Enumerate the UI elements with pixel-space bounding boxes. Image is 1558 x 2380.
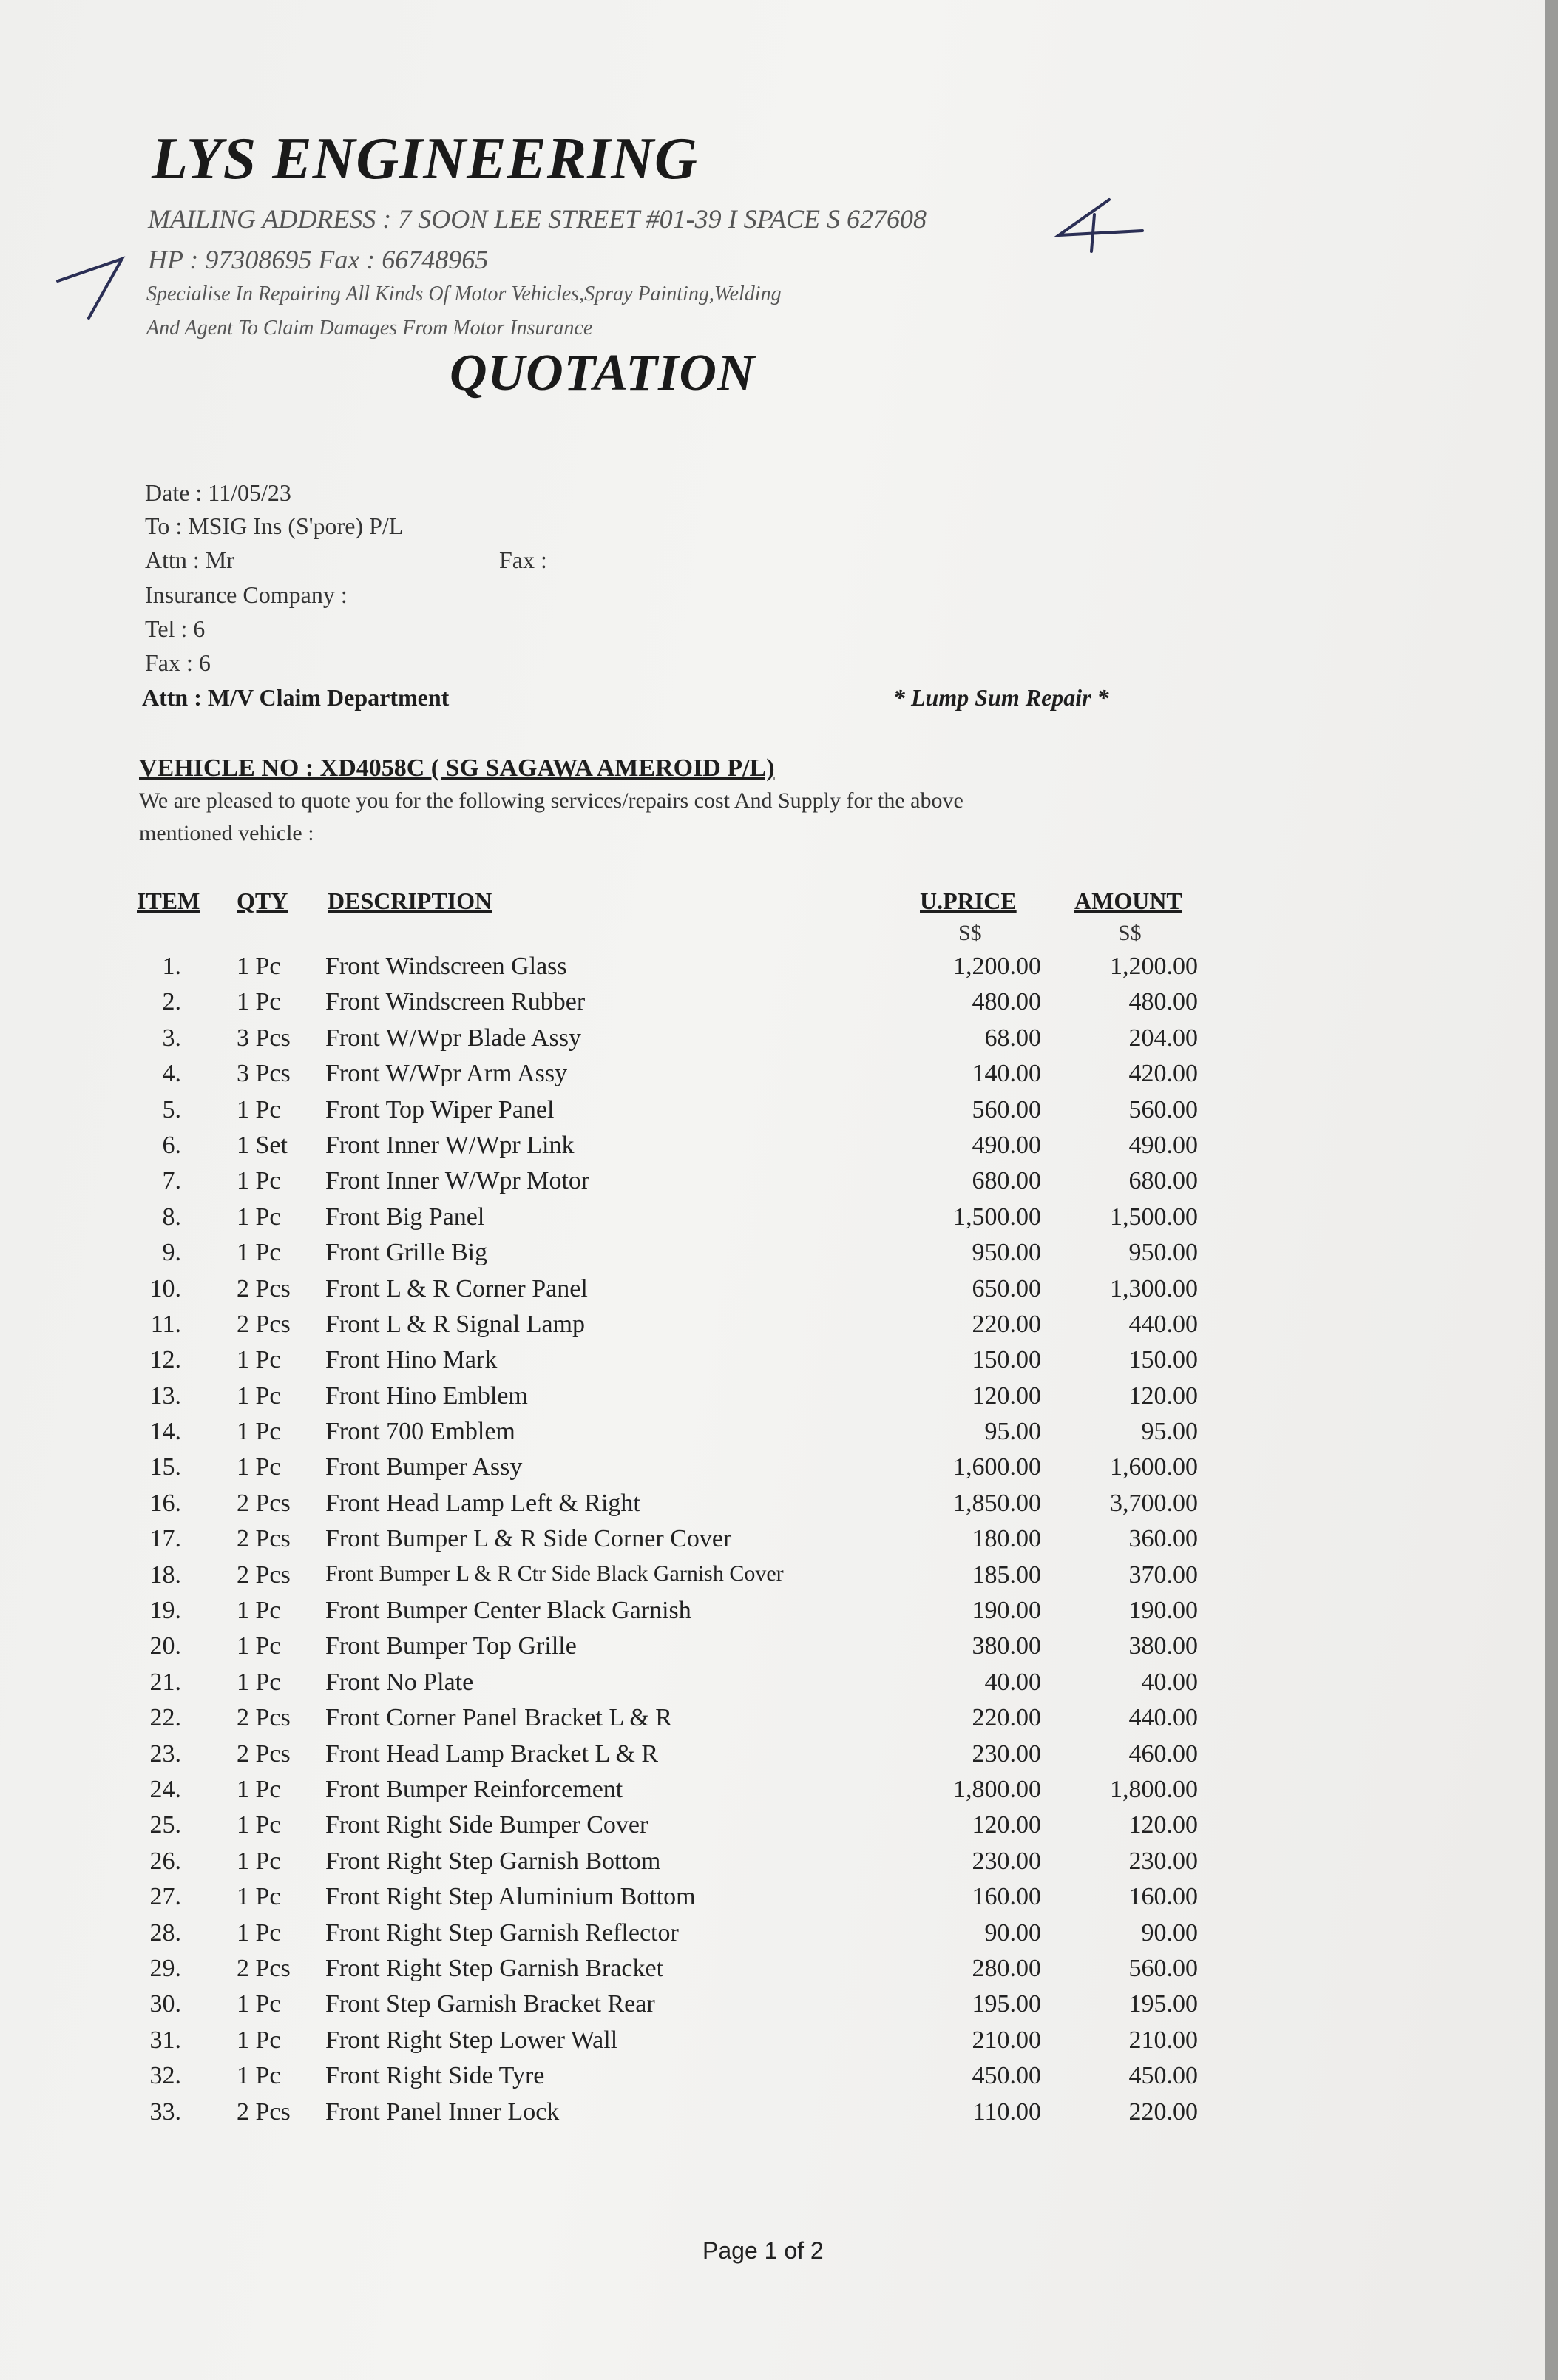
item-qty: 2 Pcs xyxy=(237,1489,291,1517)
intro-text-2: mentioned vehicle : xyxy=(139,821,314,845)
item-amount: 440.00 xyxy=(1128,1704,1198,1732)
item-number: 20. xyxy=(149,1632,181,1660)
line-items xyxy=(0,953,1331,2134)
table-row xyxy=(0,1490,1331,1525)
item-qty: 1 Pc xyxy=(237,1918,281,1947)
item-unit-price: 195.00 xyxy=(972,1990,1041,2018)
company-name: LYS ENGINEERING xyxy=(152,126,698,192)
item-description: Front W/Wpr Blade Assy xyxy=(325,1024,581,1052)
item-description: Front Step Garnish Bracket Rear xyxy=(325,1990,655,2018)
item-description: Front Right Step Garnish Bracket xyxy=(325,1954,664,1982)
item-amount: 40.00 xyxy=(1141,1668,1198,1696)
item-qty: 2 Pcs xyxy=(237,1704,291,1732)
column-header-description: DESCRIPTION xyxy=(328,888,492,914)
table-row xyxy=(0,1955,1331,1990)
item-description: Front W/Wpr Arm Assy xyxy=(325,1060,568,1088)
to-line: To : MSIG Ins (S'pore) P/L xyxy=(145,513,404,539)
item-amount: 420.00 xyxy=(1128,1060,1198,1088)
item-unit-price: 1,850.00 xyxy=(953,1489,1041,1517)
item-unit-price: 160.00 xyxy=(972,1883,1041,1911)
item-amount: 150.00 xyxy=(1128,1346,1198,1374)
item-qty: 1 Pc xyxy=(237,1239,281,1267)
table-row xyxy=(0,1453,1331,1489)
item-amount: 95.00 xyxy=(1141,1418,1198,1446)
item-unit-price: 210.00 xyxy=(972,2026,1041,2054)
item-description: Front Bumper Assy xyxy=(325,1453,523,1481)
item-unit-price: 490.00 xyxy=(972,1131,1041,1159)
item-unit-price: 1,600.00 xyxy=(953,1453,1041,1481)
item-number: 18. xyxy=(149,1561,181,1589)
item-unit-price: 140.00 xyxy=(972,1060,1041,1088)
item-number: 4. xyxy=(162,1060,181,1088)
item-number: 30. xyxy=(149,1990,181,2018)
table-row xyxy=(0,2098,1331,2134)
item-amount: 560.00 xyxy=(1128,1954,1198,1982)
item-amount: 680.00 xyxy=(1128,1167,1198,1195)
item-number: 3. xyxy=(162,1024,181,1052)
item-amount: 560.00 xyxy=(1128,1095,1198,1123)
table-row xyxy=(0,1811,1331,1847)
item-description: Front Bumper Top Grille xyxy=(325,1632,577,1660)
item-number: 22. xyxy=(149,1704,181,1732)
item-description: Front Right Step Lower Wall xyxy=(325,2026,618,2054)
item-number: 7. xyxy=(162,1167,181,1195)
item-amount: 90.00 xyxy=(1141,1918,1198,1947)
vehicle-number: VEHICLE NO : XD4058C ( SG SAGAWA AMEROID P/L) xyxy=(139,754,775,782)
item-qty: 1 Pc xyxy=(237,1990,281,2018)
item-description: Front Panel Inner Lock xyxy=(325,2097,560,2126)
item-qty: 3 Pcs xyxy=(237,1024,291,1052)
item-number: 19. xyxy=(149,1597,181,1625)
item-qty: 2 Pcs xyxy=(237,1740,291,1768)
tel-line: Tel : 6 xyxy=(145,615,206,642)
item-unit-price: 230.00 xyxy=(972,1847,1041,1875)
item-amount: 1,300.00 xyxy=(1110,1274,1198,1302)
item-qty: 1 Pc xyxy=(237,1203,281,1231)
table-row xyxy=(0,2062,1331,2097)
item-amount: 480.00 xyxy=(1128,988,1198,1016)
item-qty: 1 Pc xyxy=(237,988,281,1016)
item-description: Front Top Wiper Panel xyxy=(325,1095,555,1123)
item-number: 8. xyxy=(162,1203,181,1231)
table-row xyxy=(0,1060,1331,1095)
column-header-uprice: U.PRICE xyxy=(920,888,1017,914)
item-qty: 1 Pc xyxy=(237,1346,281,1374)
item-amount: 160.00 xyxy=(1128,1883,1198,1911)
item-description: Front Right Step Garnish Reflector xyxy=(325,1918,679,1947)
item-amount: 380.00 xyxy=(1128,1632,1198,1660)
item-number: 26. xyxy=(149,1847,181,1875)
table-row xyxy=(0,1132,1331,1167)
item-amount: 450.00 xyxy=(1128,2062,1198,2090)
page-number: Page 1 of 2 xyxy=(702,2237,824,2264)
item-unit-price: 1,200.00 xyxy=(953,953,1041,980)
column-header-item: ITEM xyxy=(137,888,200,914)
item-qty: 1 Pc xyxy=(237,1632,281,1660)
item-description: Front Hino Emblem xyxy=(325,1382,528,1410)
item-qty: 1 Pc xyxy=(237,1811,281,1839)
currency-amount: S$ xyxy=(1118,921,1142,945)
item-description: Front Windscreen Glass xyxy=(325,953,567,980)
item-number: 29. xyxy=(149,1954,181,1982)
intro-text-1: We are pleased to quote you for the following services/repairs cost And Supply for the above xyxy=(139,788,963,813)
item-qty: 1 Pc xyxy=(237,953,281,980)
item-amount: 370.00 xyxy=(1128,1561,1198,1589)
item-description: Front 700 Emblem xyxy=(325,1418,515,1446)
table-row xyxy=(0,1740,1331,1776)
item-qty: 2 Pcs xyxy=(237,1954,291,1982)
table-row xyxy=(0,1847,1331,1883)
table-row xyxy=(0,1704,1331,1740)
item-unit-price: 110.00 xyxy=(972,2097,1041,2126)
table-row xyxy=(0,1919,1331,1955)
item-description: Front Bumper Reinforcement xyxy=(325,1775,623,1803)
item-unit-price: 560.00 xyxy=(972,1095,1041,1123)
item-number: 10. xyxy=(149,1274,181,1302)
item-unit-price: 150.00 xyxy=(972,1346,1041,1374)
fax-line: Fax : 6 xyxy=(145,649,211,676)
table-row xyxy=(0,1883,1331,1918)
item-number: 11. xyxy=(150,1310,181,1338)
item-qty: 1 Pc xyxy=(237,2026,281,2054)
specialise-line-1: Specialise In Repairing All Kinds Of Motor Vehicles,Spray Painting,Welding xyxy=(146,283,782,305)
item-description: Front Bumper L & R Ctr Side Black Garnish Cover xyxy=(325,1561,784,1586)
item-description: Front Big Panel xyxy=(325,1203,485,1231)
item-number: 5. xyxy=(162,1095,181,1123)
item-unit-price: 220.00 xyxy=(972,1704,1041,1732)
item-number: 21. xyxy=(149,1668,181,1696)
item-qty: 1 Pc xyxy=(237,1883,281,1911)
item-unit-price: 1,800.00 xyxy=(953,1775,1041,1803)
item-number: 1. xyxy=(162,953,181,980)
item-description: Front Hino Mark xyxy=(325,1346,498,1374)
item-amount: 3,700.00 xyxy=(1110,1489,1198,1517)
item-unit-price: 1,500.00 xyxy=(953,1203,1041,1231)
item-amount: 490.00 xyxy=(1128,1131,1198,1159)
table-row xyxy=(0,953,1331,988)
item-unit-price: 90.00 xyxy=(984,1918,1041,1947)
table-row xyxy=(0,1096,1331,1132)
item-unit-price: 450.00 xyxy=(972,2062,1041,2090)
mailing-address: MAILING ADDRESS : 7 SOON LEE STREET #01-39 I SPACE S 627608 xyxy=(148,204,927,234)
item-qty: 1 Pc xyxy=(237,1847,281,1875)
item-amount: 440.00 xyxy=(1128,1310,1198,1338)
item-amount: 120.00 xyxy=(1128,1382,1198,1410)
item-description: Front Right Side Tyre xyxy=(325,2062,545,2090)
table-row xyxy=(0,1275,1331,1311)
item-amount: 1,800.00 xyxy=(1110,1775,1198,1803)
item-amount: 190.00 xyxy=(1128,1597,1198,1625)
table-row xyxy=(0,1525,1331,1561)
item-number: 16. xyxy=(149,1489,181,1517)
table-row xyxy=(0,1632,1331,1668)
item-description: Front No Plate xyxy=(325,1668,474,1696)
item-number: 23. xyxy=(149,1740,181,1768)
item-qty: 1 Pc xyxy=(237,1095,281,1123)
item-number: 15. xyxy=(149,1453,181,1481)
item-qty: 2 Pcs xyxy=(237,1274,291,1302)
table-row xyxy=(0,1203,1331,1239)
phone-fax-line: HP : 97308695 Fax : 66748965 xyxy=(148,245,489,274)
item-amount: 230.00 xyxy=(1128,1847,1198,1875)
item-qty: 1 Set xyxy=(237,1131,288,1159)
item-number: 33. xyxy=(149,2097,181,2126)
item-amount: 220.00 xyxy=(1128,2097,1198,2126)
item-amount: 460.00 xyxy=(1128,1740,1198,1768)
item-qty: 2 Pcs xyxy=(237,1561,291,1589)
item-amount: 195.00 xyxy=(1128,1990,1198,2018)
table-row xyxy=(0,1382,1331,1418)
item-number: 28. xyxy=(149,1918,181,1947)
column-header-qty: QTY xyxy=(237,888,288,914)
insurance-company-line: Insurance Company : xyxy=(145,581,348,608)
table-row xyxy=(0,1776,1331,1811)
table-row xyxy=(0,1597,1331,1632)
item-description: Front Right Step Garnish Bottom xyxy=(325,1847,661,1875)
item-qty: 1 Pc xyxy=(237,1382,281,1410)
date-line: Date : 11/05/23 xyxy=(145,479,291,506)
item-amount: 950.00 xyxy=(1128,1239,1198,1267)
table-row xyxy=(0,1669,1331,1704)
item-description: Front L & R Signal Lamp xyxy=(325,1310,586,1338)
item-number: 17. xyxy=(149,1525,181,1553)
item-description: Front Inner W/Wpr Motor xyxy=(325,1167,590,1195)
item-qty: 3 Pcs xyxy=(237,1060,291,1088)
item-number: 32. xyxy=(149,2062,181,2090)
item-unit-price: 650.00 xyxy=(972,1274,1041,1302)
table-row xyxy=(0,1346,1331,1382)
item-unit-price: 180.00 xyxy=(972,1525,1041,1553)
item-unit-price: 120.00 xyxy=(972,1382,1041,1410)
item-number: 12. xyxy=(149,1346,181,1374)
item-number: 13. xyxy=(149,1382,181,1410)
column-header-amount: AMOUNT xyxy=(1074,888,1182,914)
item-unit-price: 950.00 xyxy=(972,1239,1041,1267)
item-qty: 1 Pc xyxy=(237,2062,281,2090)
item-number: 25. xyxy=(149,1811,181,1839)
item-description: Front Corner Panel Bracket L & R xyxy=(325,1704,672,1732)
item-unit-price: 220.00 xyxy=(972,1310,1041,1338)
item-unit-price: 380.00 xyxy=(972,1632,1041,1660)
table-row xyxy=(0,988,1331,1024)
item-qty: 1 Pc xyxy=(237,1453,281,1481)
item-description: Front Head Lamp Bracket L & R xyxy=(325,1740,659,1768)
fax-label: Fax : xyxy=(499,547,547,573)
item-unit-price: 480.00 xyxy=(972,988,1041,1016)
item-description: Front Right Side Bumper Cover xyxy=(325,1811,648,1839)
currency-uprice: S$ xyxy=(958,921,982,945)
item-description: Front Head Lamp Left & Right xyxy=(325,1489,640,1517)
attn-department: Attn : M/V Claim Department xyxy=(142,684,450,711)
item-qty: 1 Pc xyxy=(237,1775,281,1803)
item-description: Front Bumper L & R Side Corner Cover xyxy=(325,1525,732,1553)
item-qty: 2 Pcs xyxy=(237,2097,291,2126)
item-unit-price: 190.00 xyxy=(972,1597,1041,1625)
item-number: 9. xyxy=(162,1239,181,1267)
item-number: 24. xyxy=(149,1775,181,1803)
table-row xyxy=(0,1418,1331,1453)
table-row xyxy=(0,2026,1331,2062)
item-description: Front Grille Big xyxy=(325,1239,488,1267)
item-number: 2. xyxy=(162,988,181,1016)
attn-line: Attn : Mr xyxy=(145,547,234,573)
item-amount: 1,600.00 xyxy=(1110,1453,1198,1481)
item-amount: 1,200.00 xyxy=(1110,953,1198,980)
table-row xyxy=(0,1239,1331,1274)
lump-sum-note: * Lump Sum Repair * xyxy=(893,684,1109,711)
table-row xyxy=(0,1311,1331,1346)
item-qty: 1 Pc xyxy=(237,1597,281,1625)
item-amount: 360.00 xyxy=(1128,1525,1198,1553)
item-qty: 2 Pcs xyxy=(237,1310,291,1338)
item-unit-price: 230.00 xyxy=(972,1740,1041,1768)
item-amount: 120.00 xyxy=(1128,1811,1198,1839)
table-row xyxy=(0,1561,1331,1597)
item-unit-price: 280.00 xyxy=(972,1954,1041,1982)
item-unit-price: 95.00 xyxy=(984,1418,1041,1446)
table-row xyxy=(0,1024,1331,1060)
item-unit-price: 120.00 xyxy=(972,1811,1041,1839)
item-amount: 210.00 xyxy=(1128,2026,1198,2054)
item-description: Front Windscreen Rubber xyxy=(325,988,586,1016)
document-title: QUOTATION xyxy=(450,345,756,402)
item-number: 6. xyxy=(162,1131,181,1159)
item-qty: 1 Pc xyxy=(237,1668,281,1696)
item-unit-price: 68.00 xyxy=(984,1024,1041,1052)
item-amount: 1,500.00 xyxy=(1110,1203,1198,1231)
item-number: 27. xyxy=(149,1883,181,1911)
item-unit-price: 185.00 xyxy=(972,1561,1041,1589)
specialise-line-2: And Agent To Claim Damages From Motor Insurance xyxy=(146,317,593,339)
item-qty: 1 Pc xyxy=(237,1418,281,1446)
item-description: Front Right Step Aluminium Bottom xyxy=(325,1883,696,1911)
table-row xyxy=(0,1167,1331,1203)
item-unit-price: 680.00 xyxy=(972,1167,1041,1195)
item-number: 31. xyxy=(149,2026,181,2054)
item-number: 14. xyxy=(149,1418,181,1446)
item-amount: 204.00 xyxy=(1128,1024,1198,1052)
table-row xyxy=(0,1990,1331,2026)
item-qty: 1 Pc xyxy=(237,1167,281,1195)
item-description: Front Inner W/Wpr Link xyxy=(325,1131,575,1159)
item-description: Front L & R Corner Panel xyxy=(325,1274,588,1302)
item-unit-price: 40.00 xyxy=(984,1668,1041,1696)
item-qty: 2 Pcs xyxy=(237,1525,291,1553)
item-description: Front Bumper Center Black Garnish xyxy=(325,1597,691,1625)
